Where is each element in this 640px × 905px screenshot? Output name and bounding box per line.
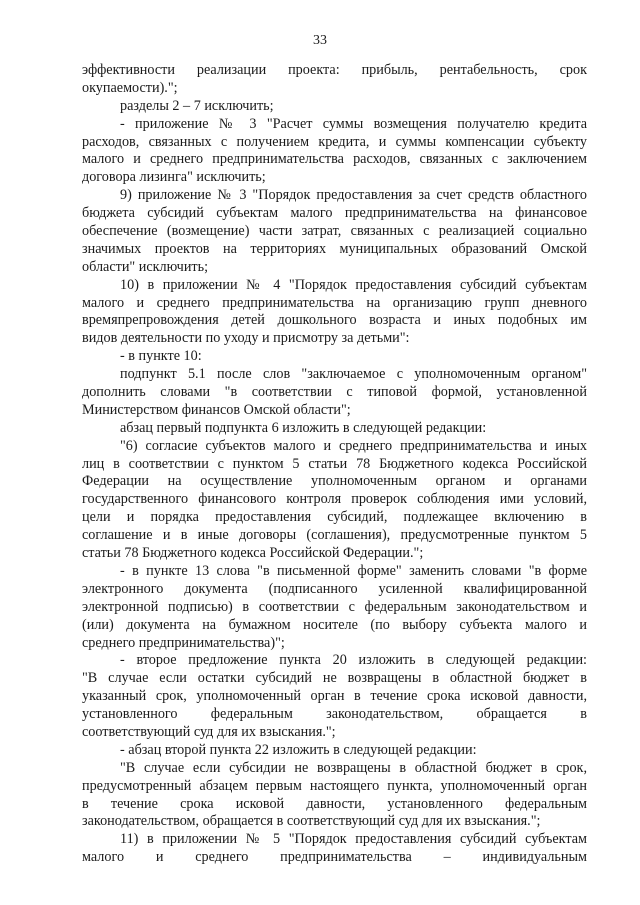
text-line: соответствующий суд для их взыскания."; xyxy=(82,723,336,740)
text-line: времяпрепровождения детей дошкольного возраста и иных подобных им xyxy=(82,312,587,329)
text-line: "6) согласие субъектов малого и среднего предпринимательства и иных xyxy=(120,437,587,454)
text-line: значимых проектов на территориях муниципальных образований Омской xyxy=(82,240,587,257)
text-line: предусмотренный абзацем первым настоящего пункта, уполномоченный орган xyxy=(82,777,587,794)
text-line: (или) документа на бумажном носителе (по выбору субъекта малого и xyxy=(82,616,587,633)
text-line: соглашение и в иные договоры (соглашения), предусмотренные пунктом 5 xyxy=(82,527,587,544)
text-line: указанный срок, уполномоченный орган в течение срока исковой давности, xyxy=(82,688,587,705)
text-line: малого и среднего предпринимательства расходов, связанных с заключением xyxy=(82,151,587,168)
text-line: разделы 2 – 7 исключить; xyxy=(120,97,274,114)
text-line: - второе предложение пункта 20 изложить в следующей редакции: xyxy=(120,652,587,669)
text-line: 11) в приложении № 5 "Порядок предоставления субсидий субъектам xyxy=(120,831,587,848)
text-line: области" исключить; xyxy=(82,258,209,275)
page-number: 33 xyxy=(313,33,327,48)
text-line: государственного финансового контроля проверок соблюдения ими условий, xyxy=(82,491,587,508)
text-line: цели и порядка предоставления субсидий, подлежащее включению в xyxy=(82,509,587,526)
text-line: лиц в соответствии с пунктом 5 статьи 78 Бюджетного кодекса Российской xyxy=(82,455,587,472)
text-line: бюджета субсидий субъектам малого предпринимательства на финансовое xyxy=(82,205,587,222)
text-line: малого и среднего предпринимательства на организацию групп дневного xyxy=(82,294,587,311)
text-line: дополнить словами "в соответствии с типовой формой, установленной xyxy=(82,384,587,401)
text-line: абзац первый подпункта 6 изложить в следующей редакции: xyxy=(120,419,487,436)
text-line: электронной подписью) в соответствии с федеральным законодательством и xyxy=(82,598,587,615)
text-line: малого и среднего предпринимательства – индивидуальным xyxy=(82,849,587,866)
text-line: - абзац второй пункта 22 изложить в следующей редакции: xyxy=(120,741,477,758)
text-line: подпункт 5.1 после слов "заключаемое с уполномоченным органом" xyxy=(120,366,587,383)
text-line: - в пункте 13 слова "в письменной форме" заменить словами "в форме xyxy=(120,562,587,579)
text-line: "В случае если субсидии не возвращены в областной бюджет в срок, xyxy=(120,759,587,776)
text-line: в течение срока исковой давности, установленного федеральным xyxy=(82,795,587,812)
text-line: "В случае если остатки субсидий не возвращены в областной бюджет в xyxy=(82,670,587,687)
text-line: - приложение № 3 "Расчет суммы возмещения получателю кредита xyxy=(120,115,587,132)
text-line: эффективности реализации проекта: прибыль, рентабельность, срок xyxy=(82,62,587,78)
text-line: статьи 78 Бюджетного кодекса Российской Федерации."; xyxy=(82,545,424,562)
text-line: обеспечение (возмещение) части затрат, связанных с реализацией социально xyxy=(82,223,587,240)
text-line: 9) приложение № 3 "Порядок предоставления за счет средств областного xyxy=(120,187,587,204)
text-line: договора лизинга" исключить; xyxy=(82,169,266,186)
text-line: видов деятельности по уходу и присмотру за детьми": xyxy=(82,330,410,347)
text-line: Федерации на осуществление уполномоченным органом и органами xyxy=(82,473,587,490)
text-line: среднего предпринимательства)"; xyxy=(82,634,285,651)
text-line: 10) в приложении № 4 "Порядок предоставления субсидий субъектам xyxy=(120,276,587,293)
text-line: установленного федеральным законодательством, обращается в xyxy=(82,706,587,723)
text-line: - в пункте 10: xyxy=(120,348,202,365)
text-line: расходов, связанных с получением кредита, и суммы компенсации субъекту xyxy=(82,133,587,150)
text-line: Министерством финансов Омской области"; xyxy=(82,401,351,418)
document-body xyxy=(82,62,587,867)
text-line: окупаемости)."; xyxy=(82,79,178,96)
text-line: законодательством, обращается в соответствующий суд для их взыскания."; xyxy=(82,813,541,830)
text-line: электронного документа (подписанного усиленной квалифицированной xyxy=(82,580,587,597)
